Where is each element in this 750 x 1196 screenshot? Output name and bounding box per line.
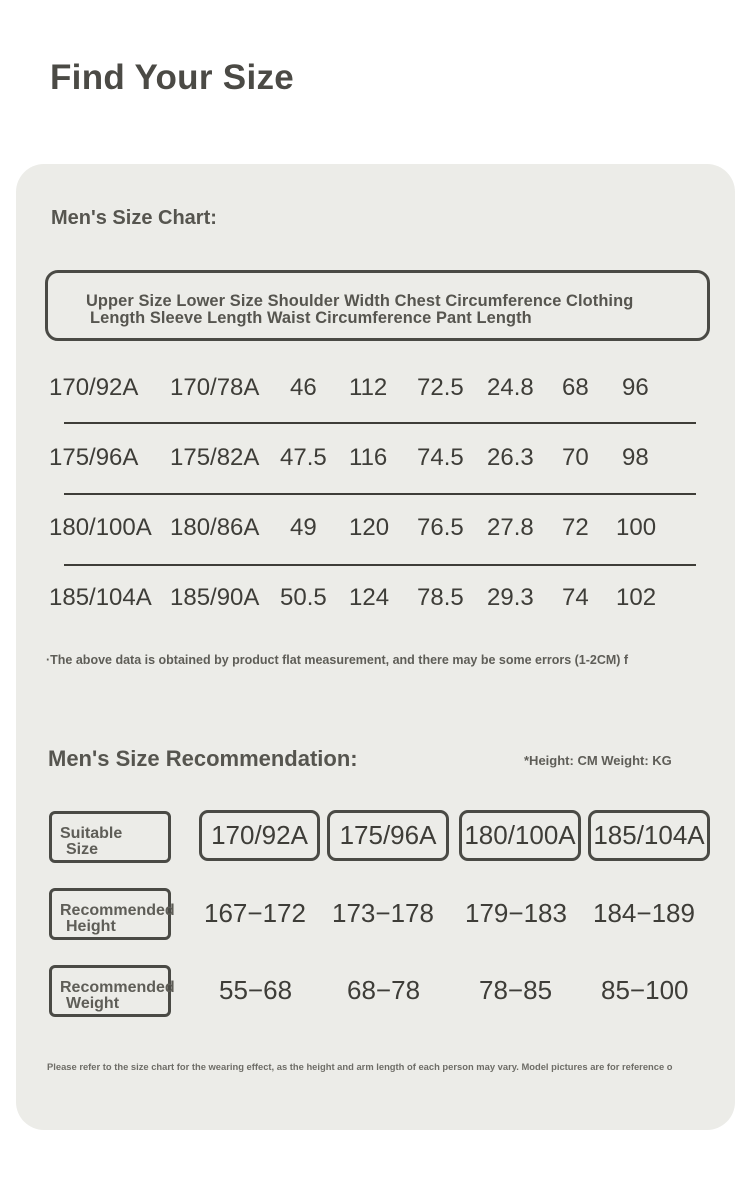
lower-size-cell: 180/86A xyxy=(170,514,260,541)
pant-length-cell: 98 xyxy=(622,444,649,471)
suitable-label-line-1: Suitable xyxy=(60,825,123,842)
height-value: 167−172 xyxy=(204,898,306,928)
weight-value: 55−68 xyxy=(219,975,293,1005)
size-box: 175/96A xyxy=(327,810,449,861)
lower-size-cell: 185/90A xyxy=(170,584,260,611)
table-row xyxy=(16,584,735,614)
upper-size-cell: 185/104A xyxy=(49,584,152,611)
lower-size-cell: 175/82A xyxy=(170,444,260,471)
row-divider xyxy=(64,493,696,495)
waist-cell: 68 xyxy=(562,374,589,401)
chest-cell: 124 xyxy=(349,584,390,611)
row-divider xyxy=(64,564,696,566)
upper-size-cell: 170/92A xyxy=(49,374,139,401)
weight-label-line-1: Recommended xyxy=(60,979,175,996)
weight-value: 78−85 xyxy=(479,975,553,1005)
recommended-weight-label xyxy=(49,965,175,1017)
chest-cell: 112 xyxy=(349,374,388,401)
suitable-label-line-2: Size xyxy=(66,841,99,858)
clothing-length-cell: 78.5 xyxy=(417,584,464,611)
shoulder-width-cell: 50.5 xyxy=(280,584,327,611)
size-box: 180/100A xyxy=(459,810,581,861)
size-box: 185/104A xyxy=(588,810,710,861)
weight-label-line-2: Weight xyxy=(66,995,120,1012)
table-row xyxy=(16,374,735,404)
recommended-height-label xyxy=(49,888,175,940)
row-divider xyxy=(64,422,696,424)
shoulder-width-cell: 47.5 xyxy=(280,444,327,471)
measurement-note: ·The above data is obtained by product flat measurement, and there may be some errors (1-2CM) f xyxy=(46,653,629,667)
chest-cell: 120 xyxy=(349,514,390,541)
sleeve-length-cell: 27.8 xyxy=(487,514,534,541)
upper-size-cell: 180/100A xyxy=(49,514,152,541)
weight-value: 68−78 xyxy=(347,975,421,1005)
height-value: 184−189 xyxy=(593,898,695,928)
table-row xyxy=(16,514,735,544)
shoulder-width-cell: 46 xyxy=(290,374,317,401)
chest-cell: 116 xyxy=(349,444,388,471)
recommendation-title: Men's Size Recommendation: xyxy=(48,746,358,771)
pant-length-cell: 96 xyxy=(622,374,649,401)
waist-cell: 74 xyxy=(562,584,589,611)
size-chart-header xyxy=(45,270,710,341)
units-note: *Height: CM Weight: KG xyxy=(524,753,672,768)
lower-size-cell: 170/78A xyxy=(170,374,260,401)
height-label-line-2: Height xyxy=(66,918,116,935)
page-title: Find Your Size xyxy=(50,58,295,97)
size-chart-title: Men's Size Chart: xyxy=(51,207,217,229)
clothing-length-cell: 72.5 xyxy=(417,374,464,401)
size-box: 170/92A xyxy=(199,810,320,861)
height-value: 173−178 xyxy=(332,898,434,928)
pant-length-cell: 100 xyxy=(616,514,657,541)
height-label-line-1: Recommended xyxy=(60,902,175,919)
shoulder-width-cell: 49 xyxy=(290,514,317,541)
waist-cell: 70 xyxy=(562,444,589,471)
sleeve-length-cell: 24.8 xyxy=(487,374,534,401)
weight-value: 85−100 xyxy=(601,975,689,1005)
reference-note: Please refer to the size chart for the wearing effect, as the height and arm length of each person may vary. Model pictures are for reference o xyxy=(47,1061,673,1072)
suitable-size-label xyxy=(49,811,171,863)
clothing-length-cell: 74.5 xyxy=(417,444,464,471)
pant-length-cell: 102 xyxy=(616,584,657,611)
table-row xyxy=(16,444,735,474)
sleeve-length-cell: 29.3 xyxy=(487,584,534,611)
header-line-1: Upper Size Lower Size Shoulder Width Chest Circumference Clothing xyxy=(86,292,634,310)
height-value: 179−183 xyxy=(465,898,567,928)
clothing-length-cell: 76.5 xyxy=(417,514,464,541)
upper-size-cell: 175/96A xyxy=(49,444,139,471)
header-line-2: Length Sleeve Length Waist Circumference Pant Length xyxy=(90,308,532,327)
waist-cell: 72 xyxy=(562,514,589,541)
size-card xyxy=(16,164,735,1130)
sleeve-length-cell: 26.3 xyxy=(487,444,534,471)
